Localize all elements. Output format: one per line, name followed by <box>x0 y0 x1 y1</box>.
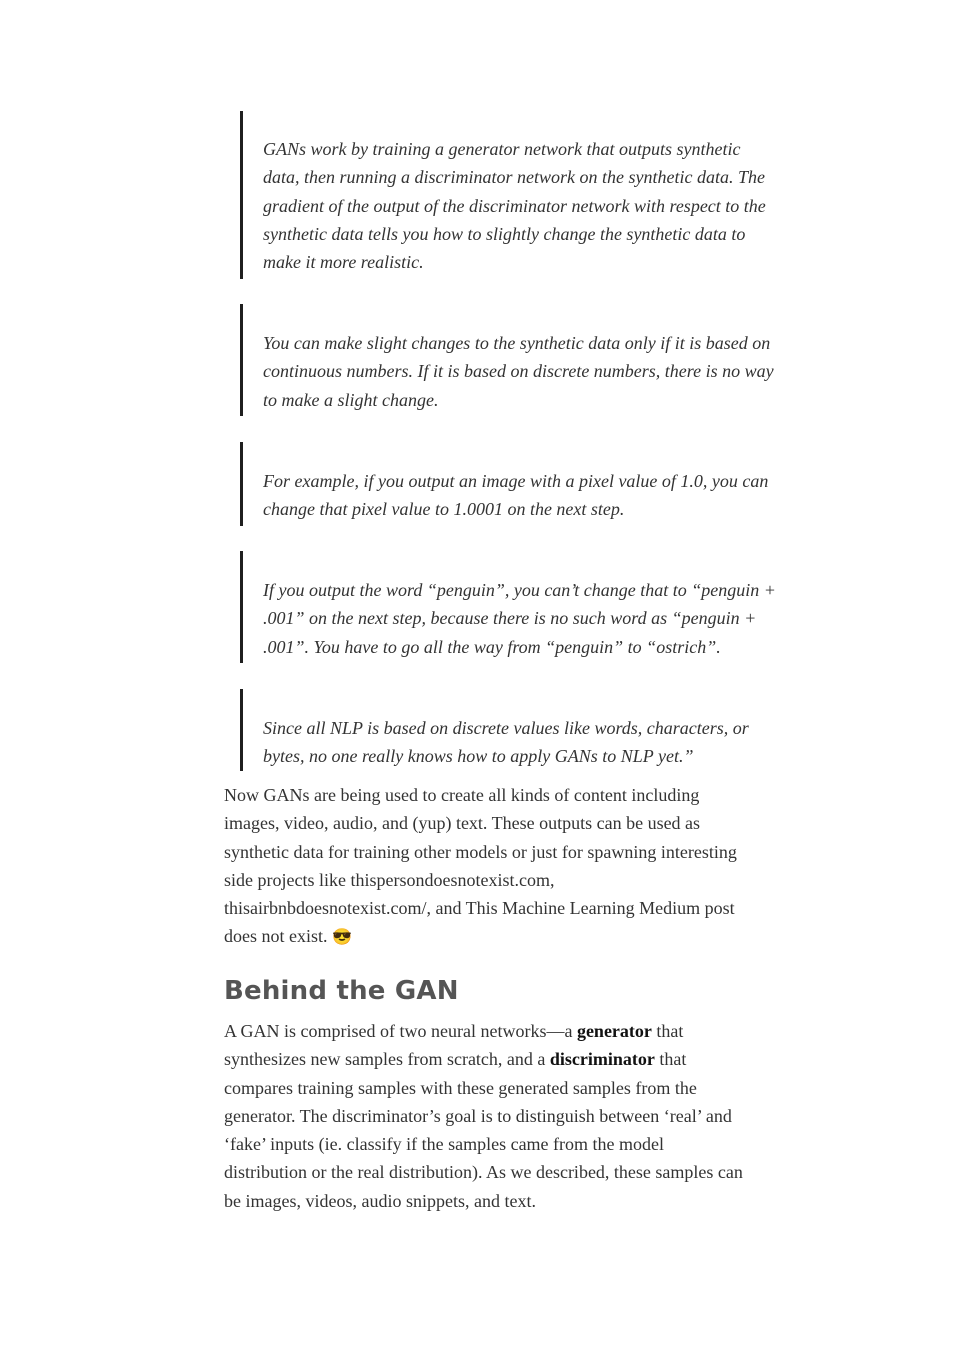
quote-text-2: You can make slight changes to the synthetic data only if it is based on continuous numbers. If it is based on discrete numbers, there is no way to make a slight change. <box>263 333 774 410</box>
quote-text-4: If you output the word “penguin”, you can’t change that to “penguin + .001” on the next step, because there is no such word as “penguin + .001”. You have to go all the way from “penguin” to “ostrich”. <box>263 580 776 657</box>
blockquote-3 <box>240 442 780 526</box>
paragraph-gan-uses <box>224 781 744 951</box>
quote-text-1: GANs work by training a generator network that outputs synthetic data, then running a discriminator network on the synthetic data. The gradient of the output of the discriminator network with respect to the synthetic data tells you how to slightly change the synthetic data to make it more realistic. <box>263 139 766 273</box>
term-generator: generator <box>576 1021 652 1041</box>
blockquote-5 <box>240 689 780 771</box>
paragraph-part-1: A GAN is comprised of two neural networks—a <box>224 1021 577 1041</box>
blockquote-4 <box>240 551 780 663</box>
blockquote-2 <box>240 304 780 416</box>
quote-text-3: For example, if you output an image with a pixel value of 1.0, you can change that pixel value to 1.0001 on the next step. <box>263 471 769 520</box>
paragraph-part-3: that compares training samples with these generated samples from the generator. The discriminator’s goal is to distinguish between ‘real’ and ‘fake’ inputs (ie. classify if the samples came from the model distribution or the real distribution). As we described, these samples can be images, videos, audio snippets, and text. <box>224 1049 743 1211</box>
paragraph-gan-explanation <box>224 1017 744 1215</box>
quote-text-5: Since all NLP is based on discrete values like words, characters, or bytes, no one really knows how to apply GANs to NLP yet.” <box>263 718 749 767</box>
section-heading: Behind the GAN <box>224 976 459 1006</box>
sunglasses-emoji-icon: 😎 <box>332 929 352 947</box>
paragraph-part-2: that synthesizes new samples from scratch, and a <box>224 1021 684 1070</box>
blockquote-1 <box>240 111 780 279</box>
term-discriminator: discriminator <box>549 1049 655 1070</box>
paragraph-gan-uses-text: Now GANs are being used to create all kinds of content including images, video, audio, and (yup) text. These outputs can be used as synthetic data for training other models or just for spawning interesting side projects like thispersondoesnotexist.com, thisairbnbdoesnotexist.com/, and This Machine Learning Medium post does not exist. <box>224 785 737 947</box>
